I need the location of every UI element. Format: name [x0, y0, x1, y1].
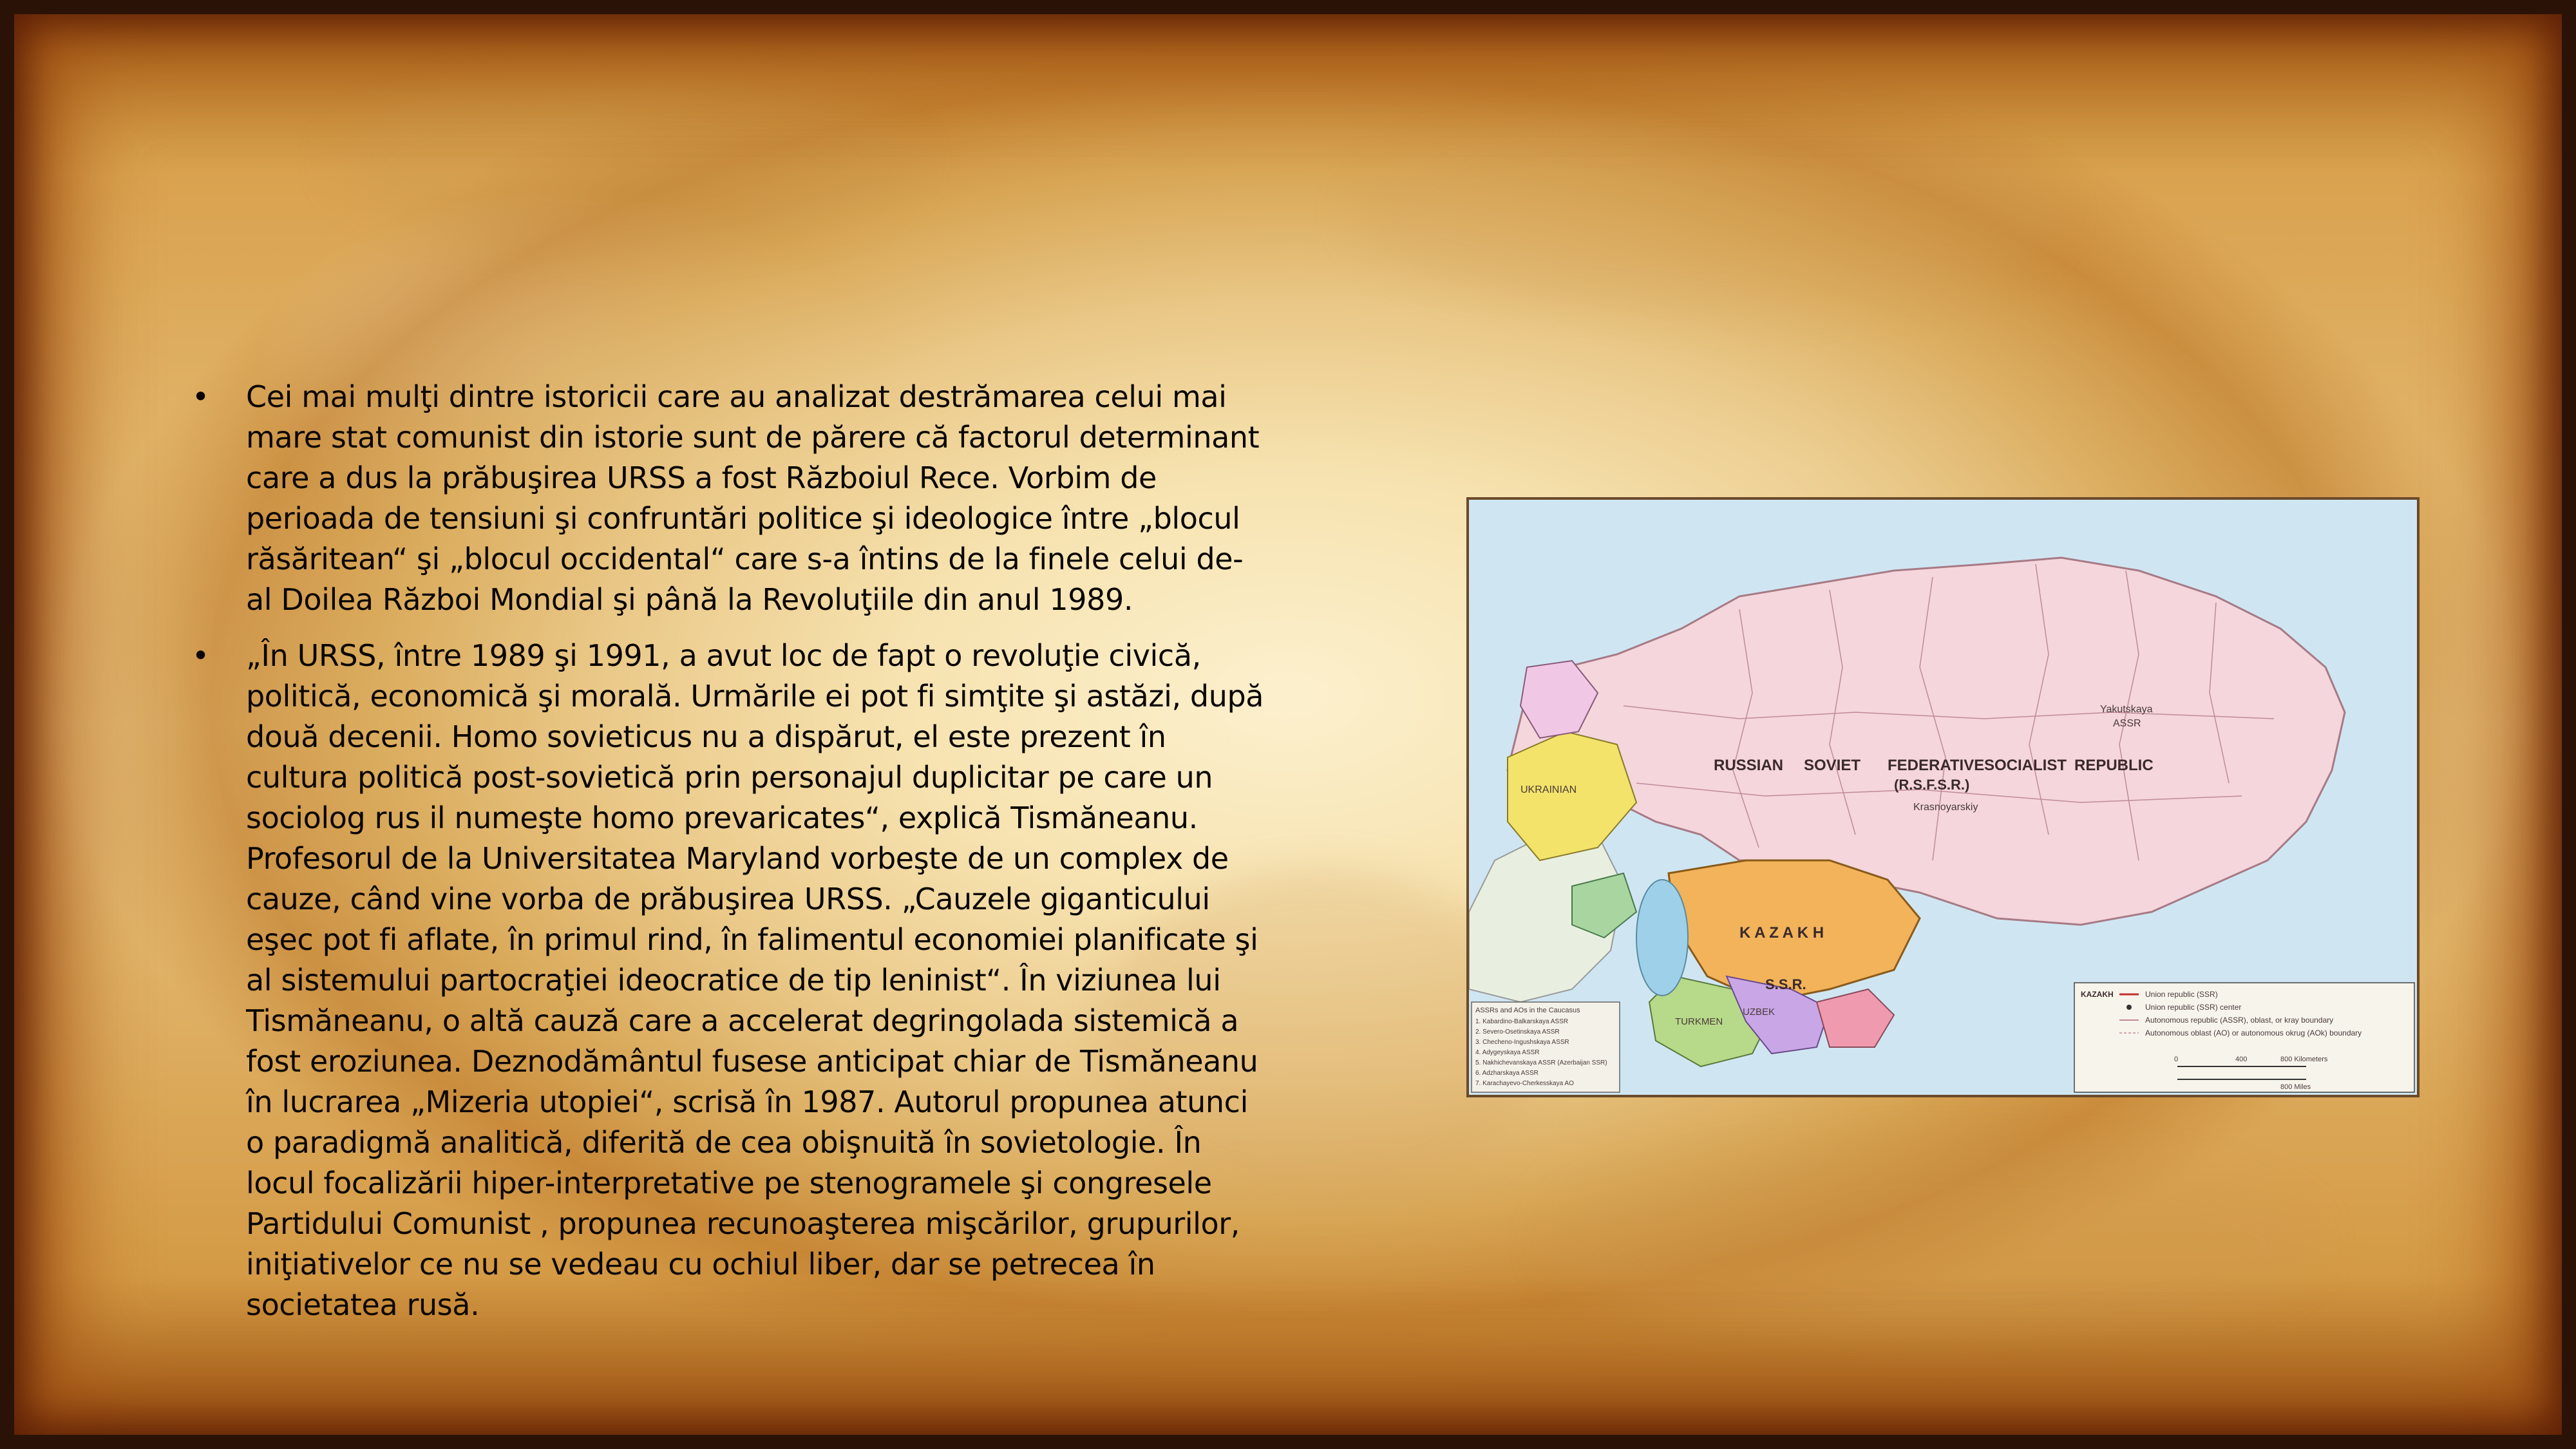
paper-mottle [335, 77, 914, 245]
scale-km: 800 Kilometers [2280, 1056, 2328, 1063]
paper-mottle [1352, 116, 2061, 309]
caucasus-inset [1472, 1002, 1620, 1092]
map-legend [2074, 983, 2414, 1092]
caucasus-row: 4. Adygeyskaya ASSR [1475, 1049, 1540, 1056]
ussr-map-image [1466, 497, 2420, 1097]
legend-row: Union republic (SSR) center [2145, 1003, 2242, 1012]
map-label-soviet: SOVIET [1804, 757, 1861, 774]
map-label-russian: RUSSIAN [1714, 757, 1784, 774]
bullet-list [187, 377, 1269, 1341]
ussr-map [1469, 500, 2417, 1095]
caspian-sea [1636, 880, 1688, 996]
map-label-assr: ASSR [2113, 718, 2141, 729]
scale-mi: 800 Miles [2280, 1083, 2311, 1091]
scale-zero: 0 [2174, 1056, 2179, 1063]
legend-row: Autonomous oblast (AO) or autonomous okrug (AOk) boundary [2145, 1028, 2362, 1037]
scale-400: 400 [2235, 1056, 2248, 1063]
caucasus-row: 2. Severo-Osetinskaya ASSR [1475, 1028, 1560, 1036]
map-label-socialist: SOCIALIST [1984, 757, 2067, 774]
bullet-marker: • [192, 379, 209, 414]
map-label-kazakh: K A Z A K H [1739, 924, 1824, 942]
bullet-item-cold-war [187, 377, 1269, 620]
map-label-uzbek: UZBEK [1743, 1007, 1776, 1018]
map-label-rsfsr: (R.S.F.S.R.) [1894, 777, 1970, 793]
caucasus-row: 5. Nakhichevanskaya ASSR (Azerbaijan SSR) [1475, 1059, 1607, 1066]
bullet-text: „În URSS, între 1989 şi 1991, a avut loc de fapt o revoluţie civică, politică, economică şi morală. Urmările ei pot fi simţite şi astăzi, după două decenii. Homo sovieticus nu a dispărut, el este prezent în cultura politică post-sovietică prin personajul duplicitar pe care un sociolog rus il numeşte homo prevaricates“, explică Tismăneanu. Profesorul de la Universitatea Maryland vorbeşte de un complex de cauze, când vine vorba de prăbuşirea URSS. „Cauzele giganticului eşec pot fi aflate, în primul rind, în falimentul economiei planificate şi al sistemului partocraţiei ideocratice de tip leninist“. În viziunea lui Tismăneanu, o altă cauză care a accelerat degringolada sistemică a fost eroziunea. Deznodământul fusese anticipat chiar de Tismăneanu în lucrarea „Mizeria utopiei“, scrisă în 1987. Autorul propunea atunci o paradigmă analitică, diferită de cea obişnuită în sovietologie. În locul focalizării hiper-interpretative pe stenogramele şi congresele Partidului Comunist , propunea recunoaşterea mişcărilor, grupurilor, iniţiativelor ce nu se vedeau cu ochiul liber, dar se petrecea în societatea rusă. [246, 638, 1264, 1322]
bullet-text: Cei mai mulţi dintre istoricii care au analizat destrămarea celui mai mare stat comunist din istorie sunt de părere că factorul determinant care a dus la prăbuşirea URSS a fost Războiul Rece. Vorbim de perioada de tensiuni şi confruntări politice şi ideologice între „blocul răsăritean“ şi „blocul occidental“ care s-a întins de la finele celui de-al Doilea Război Mondial şi până la Revoluţiile din anul 1989. [246, 379, 1260, 617]
legend-title: KAZAKH [2081, 990, 2114, 999]
map-label-turkmen: TURKMEN [1675, 1016, 1723, 1027]
bullet-marker: • [192, 638, 209, 673]
caucasus-row: 7. Karachayevo-Cherkesskaya AO [1475, 1080, 1574, 1087]
map-label-federative: FEDERATIVE [1888, 757, 1985, 774]
caucasus-row: 6. Adzharskaya ASSR [1475, 1070, 1539, 1077]
map-label-krasnoyarskiy: Krasnoyarskiy [1913, 802, 1978, 813]
bullet-item-tismaneanu [187, 636, 1269, 1325]
legend-row: Autonomous republic (ASSR), oblast, or kray boundary [2145, 1016, 2334, 1025]
caucasus-row: 3. Checheno-Ingushskaya ASSR [1475, 1039, 1569, 1046]
map-label-ukrainian: UKRAINIAN [1520, 784, 1577, 795]
caucasus-title: ASSRs and AOs in the Caucasus [1475, 1007, 1580, 1014]
paper-mottle [1546, 1146, 2318, 1340]
map-label-republic: REPUBLIC [2074, 757, 2154, 774]
map-label-ssr: S.S.R. [1765, 976, 1806, 992]
map-label-yakutskaya: Yakutskaya [2100, 704, 2153, 715]
legend-row: Union republic (SSR) [2145, 990, 2218, 999]
caucasus-row: 1. Kabardino-Balkarskaya ASSR [1475, 1018, 1568, 1025]
